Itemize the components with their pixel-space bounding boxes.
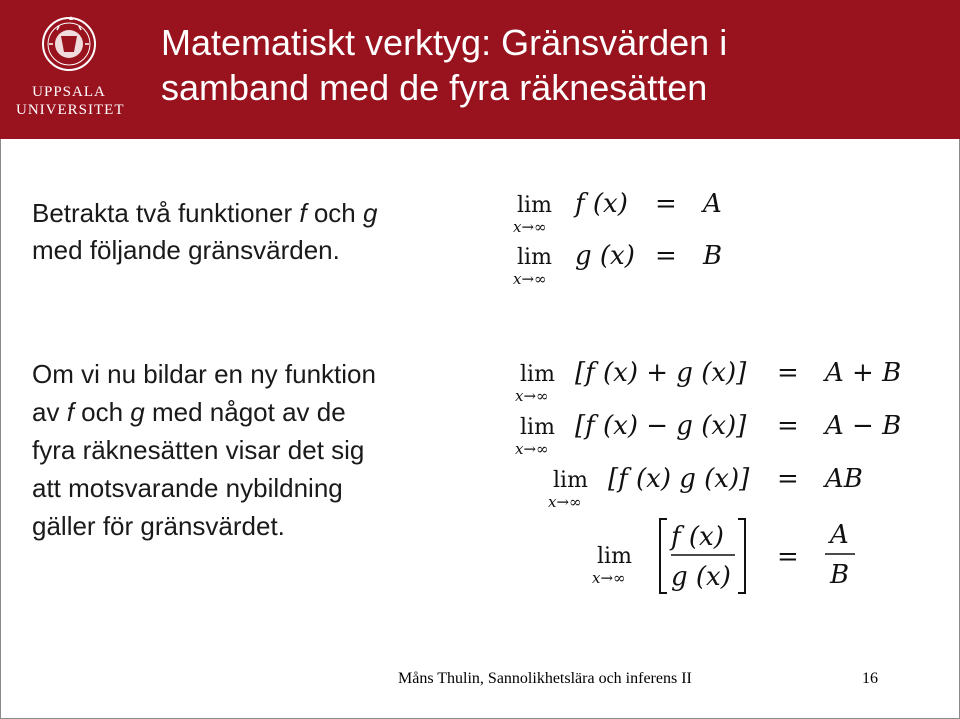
body-g: g [130, 397, 145, 427]
body-line-3: fyra räknesätten visar det sig [32, 435, 365, 465]
lim-1-sub: x→∞ [513, 218, 547, 236]
intro-g: g [362, 198, 378, 228]
diff-rhs: A − B [825, 411, 902, 441]
f2-eq: = [655, 241, 677, 271]
body-line-5: gäller för gränsvärdet. [32, 511, 285, 541]
slide-title [161, 20, 941, 110]
body-line-2 [32, 393, 502, 431]
lim-diff: lim [520, 415, 555, 440]
title-line-1: Matematiskt verktyg: Gränsvärden i [161, 22, 728, 63]
footer-text: Måns Thulin, Sannolikhetslära och inferens II [398, 670, 692, 687]
diff-lhs: [f (x) − g (x)] [575, 411, 747, 441]
quot-den: g (x) [671, 562, 731, 592]
lim-prod: lim [553, 468, 588, 493]
lim-2-sub: x→∞ [513, 270, 547, 288]
body-line-4: att motsvarande nybildning [32, 473, 343, 503]
prod-eq: = [777, 464, 799, 494]
quot-rhs-den: B [830, 560, 850, 590]
lim-prod-sub: x→∞ [548, 493, 582, 511]
f1-rhs: A [703, 189, 722, 219]
prod-lhs: [f (x) g (x)] [608, 464, 750, 494]
f1-lhs: f (x) [575, 189, 628, 219]
quot-left-bracket [660, 519, 667, 593]
prod-rhs: AB [825, 464, 863, 494]
body-line-2-c: med något av de [144, 397, 346, 427]
intro-line-1-mid: och [306, 198, 363, 228]
quot-num: f (x) [671, 522, 724, 552]
university-logo [16, 14, 125, 126]
slide-header [0, 0, 960, 139]
quot-rhs-num: A [830, 520, 849, 550]
lim-quot-sub: x→∞ [592, 569, 626, 587]
f2-rhs: B [703, 241, 723, 271]
lim-diff-sub: x→∞ [515, 440, 549, 458]
body-line-2-b: och [73, 397, 131, 427]
intro-f: f [299, 198, 307, 228]
body-line-2-a: av [32, 397, 67, 427]
limit-laws [505, 345, 945, 605]
lim-sum: lim [520, 362, 555, 387]
lim-1: lim [517, 193, 552, 218]
sum-rhs: A + B [825, 358, 902, 388]
lim-sum-sub: x→∞ [515, 387, 549, 405]
diff-eq: = [777, 411, 799, 441]
university-seal-icon [41, 14, 97, 76]
lim-quot: lim [597, 544, 632, 569]
logo-text-universitet: UNIVERSITET [16, 102, 125, 118]
limit-definitions [505, 180, 935, 290]
intro-text [32, 195, 492, 269]
intro-line-1-pre: Betrakta två funktioner [32, 198, 300, 228]
sum-eq: = [777, 358, 799, 388]
body-line-1: Om vi nu bildar en ny funktion [32, 359, 376, 389]
title-line-2: samband med de fyra räknesätten [161, 67, 708, 108]
intro-line-1 [32, 195, 492, 232]
lim-2: lim [517, 245, 552, 270]
f2-lhs: g (x) [575, 241, 635, 271]
page-number: 16 [862, 670, 878, 687]
body-f: f [66, 397, 74, 427]
intro-line-2: med följande gränsvärden. [32, 235, 340, 265]
quot-eq: = [777, 542, 799, 572]
logo-text-uppsala: UPPSALA [32, 84, 106, 100]
quot-right-bracket [738, 519, 745, 593]
body-text [32, 355, 502, 545]
sum-lhs: [f (x) + g (x)] [575, 358, 747, 388]
f1-eq: = [655, 189, 677, 219]
